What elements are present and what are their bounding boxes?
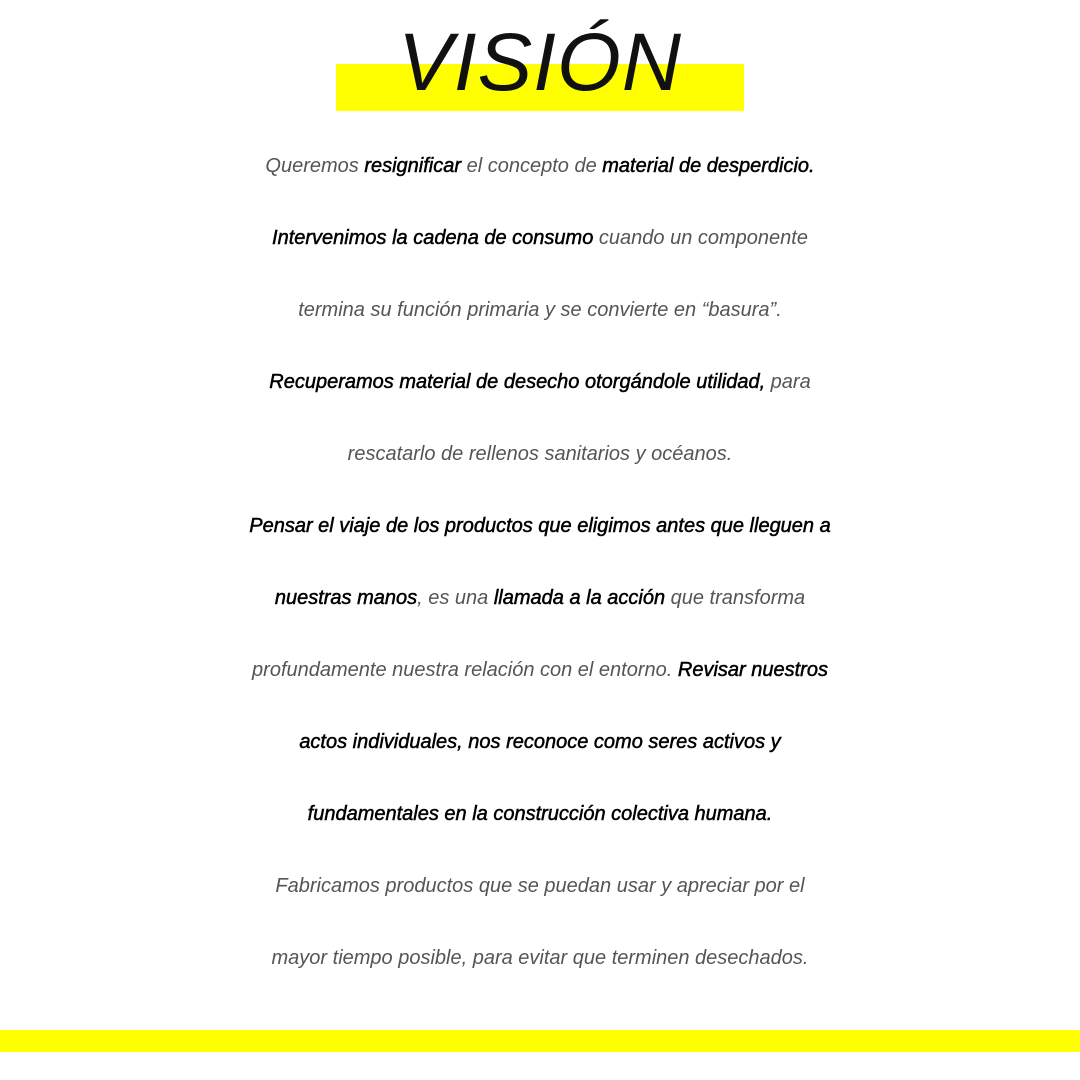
vision-paragraph	[0, 130, 1080, 994]
emphasis-text: Pensar el viaje de los productos que eligimos antes que lleguen a	[249, 515, 831, 537]
emphasis-text: actos individuales, nos reconoce como seres activos y	[299, 731, 781, 753]
emphasis-text: Recuperamos material de desecho otorgándole utilidad,	[269, 371, 766, 393]
body-text: para	[765, 371, 811, 393]
emphasis-text: fundamentales en la construcción colectiva humana.	[307, 803, 773, 825]
body-text: cuando un componente	[593, 227, 808, 249]
text-line	[0, 418, 1080, 490]
body-text: Fabricamos productos que se puedan usar y apreciar por el	[275, 875, 805, 897]
title-block	[0, 0, 1080, 120]
body-text: profundamente nuestra relación con el entorno.	[252, 659, 678, 681]
text-line	[0, 634, 1080, 706]
text-line	[0, 778, 1080, 850]
text-line	[0, 706, 1080, 778]
body-text: que transforma	[665, 587, 806, 609]
emphasis-text: resignificar	[364, 155, 462, 177]
emphasis-text: llamada a la acción	[493, 587, 666, 609]
text-line	[0, 130, 1080, 202]
text-line	[0, 490, 1080, 562]
body-text: el concepto de	[461, 155, 603, 177]
text-line	[0, 346, 1080, 418]
text-line	[0, 922, 1080, 994]
body-text: termina su función primaria y se convierte en “basura”.	[298, 299, 782, 321]
emphasis-text: nuestras manos	[274, 587, 418, 609]
text-line	[0, 202, 1080, 274]
page-title: VISIÓN	[398, 17, 682, 108]
body-text: Queremos	[265, 155, 365, 177]
body-text: , es una	[417, 587, 494, 609]
body-text: mayor tiempo posible, para evitar que terminen desechados.	[271, 947, 809, 969]
text-line	[0, 274, 1080, 346]
emphasis-text: Intervenimos la cadena de consumo	[272, 227, 594, 249]
bottom-accent-bar	[0, 1030, 1080, 1052]
emphasis-text: material de desperdicio.	[602, 155, 815, 177]
emphasis-text: Revisar nuestros	[677, 659, 828, 681]
text-line	[0, 562, 1080, 634]
text-line	[0, 850, 1080, 922]
body-text: rescatarlo de rellenos sanitarios y océanos.	[347, 443, 733, 465]
